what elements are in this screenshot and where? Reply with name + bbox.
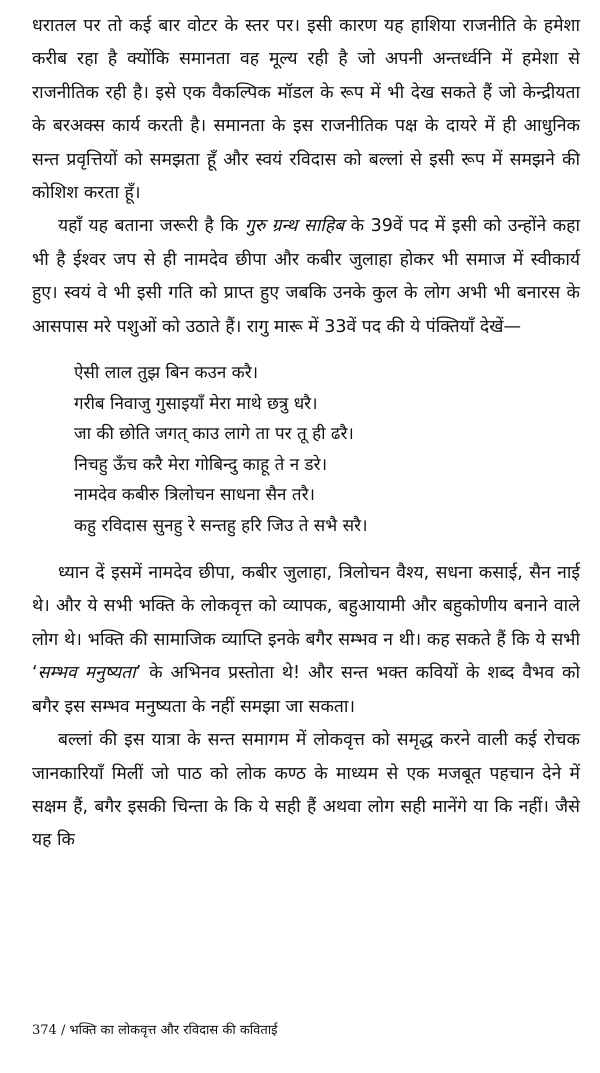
running-title: भक्ति का लोकवृत्त और रविदास की कविताई bbox=[69, 1023, 278, 1038]
paragraph bbox=[32, 10, 580, 210]
italic-phrase: गुरु ग्रन्थ साहिब bbox=[244, 216, 345, 237]
page-footer bbox=[32, 1020, 278, 1038]
italic-phrase: सम्भव मनुष्यता bbox=[37, 663, 136, 684]
footer-separator: / bbox=[56, 1023, 70, 1038]
paragraph bbox=[32, 724, 580, 858]
text-segment: के 39वें पद में इसी को उन्होंने कहा भी है ईश्वर जप से ही नामदेव छीपा और कबीर जुलाहा होकर भी समाज में स्वीकार्य हुए। स्वयं वे भी इसी गति को प्राप्त हुए जबकि उनके कुल के लोग अभी भी बनारस के आसपास मरे पशुओं को उठाते हैं। रागु मारू में 33वें पद की ये पंक्तियाँ देखें— bbox=[32, 216, 580, 337]
verse-line: जा की छोति जगत् काउ लागे ता पर तू ही ढरै। bbox=[74, 424, 354, 445]
text-segment: यहाँ यह बताना जरूरी है कि bbox=[58, 216, 245, 237]
page-number: 374 bbox=[32, 1023, 57, 1038]
verse-line: नामदेव कबीरु त्रिलोचन साधना सैन तरै। bbox=[74, 485, 315, 506]
verse-line: कहु रविदास सुनहु रे सन्तहु हरि जिउ ते सभै सरै। bbox=[74, 515, 368, 536]
paragraph bbox=[32, 557, 580, 724]
verse-line: ऐसी लाल तुझ बिन कउन करै। bbox=[74, 363, 259, 384]
text-segment: ध्यान दें इसमें नामदेव छीपा, कबीर जुलाहा, त्रिलोचन वैश्य, सधना कसाई, सैन नाई थे। और ये सभी भक्ति के लोकवृत्त को व्यापक, बहुआयामी और बहुकोणीय बनाने वाले लोग थे। भक्ति की सामाजिक व्याप्ति इनके बगैर सम्भव न थी। कह सकते हैं कि ये सभी ‘ bbox=[32, 563, 580, 684]
text-segment: ’ के अभिनव प्रस्तोता थे! और सन्त भक्त कवियों के शब्द वैभव को बगैर इस सम्भव मनुष्यता के नहीं समझा जा सकता। bbox=[32, 663, 580, 717]
document-page bbox=[32, 10, 580, 858]
text-segment: बल्लां की इस यात्रा के सन्त समागम में लोकवृत्त को समृद्ध करने वाली कई रोचक जानकारियाँ मिलीं जो पाठ को लोक कण्ठ के माध्यम से एक मजबूत पहचान देने में सक्षम हैं, बगैर इसकी चिन्ता के कि ये सही हैं अथवा लोग सही मानेंगे या कि नहीं। जैसे यह कि bbox=[32, 730, 580, 851]
verse-line: गरीब निवाजु गुसाइयाँ मेरा माथे छत्रु धरै। bbox=[74, 393, 318, 414]
verse-line: निचहु ऊँच करै मेरा गोबिन्दु काहू ते न डरे। bbox=[74, 454, 328, 475]
paragraph bbox=[32, 210, 580, 344]
verse-block bbox=[74, 358, 580, 541]
text-segment: धरातल पर तो कई बार वोटर के स्तर पर। इसी कारण यह हाशिया राजनीति के हमेशा करीब रहा है क्योंकि समानता वह मूल्य रही है जो अपनी अन्तर्ध्वनि में हमेशा से राजनीतिक रही है। इसे एक वैकल्पिक मॉडल के रूप में भी देख सकते हैं जो केन्द्रीयता के बरअक्स कार्य करती है। समानता के इस राजनीतिक पक्ष के दायरे में ही आधुनिक सन्त प्रवृत्तियों को समझता हूँ और स्वयं रविदास को बल्लां से इसी रूप में समझने की कोशिश करता हूँ। bbox=[32, 16, 580, 204]
